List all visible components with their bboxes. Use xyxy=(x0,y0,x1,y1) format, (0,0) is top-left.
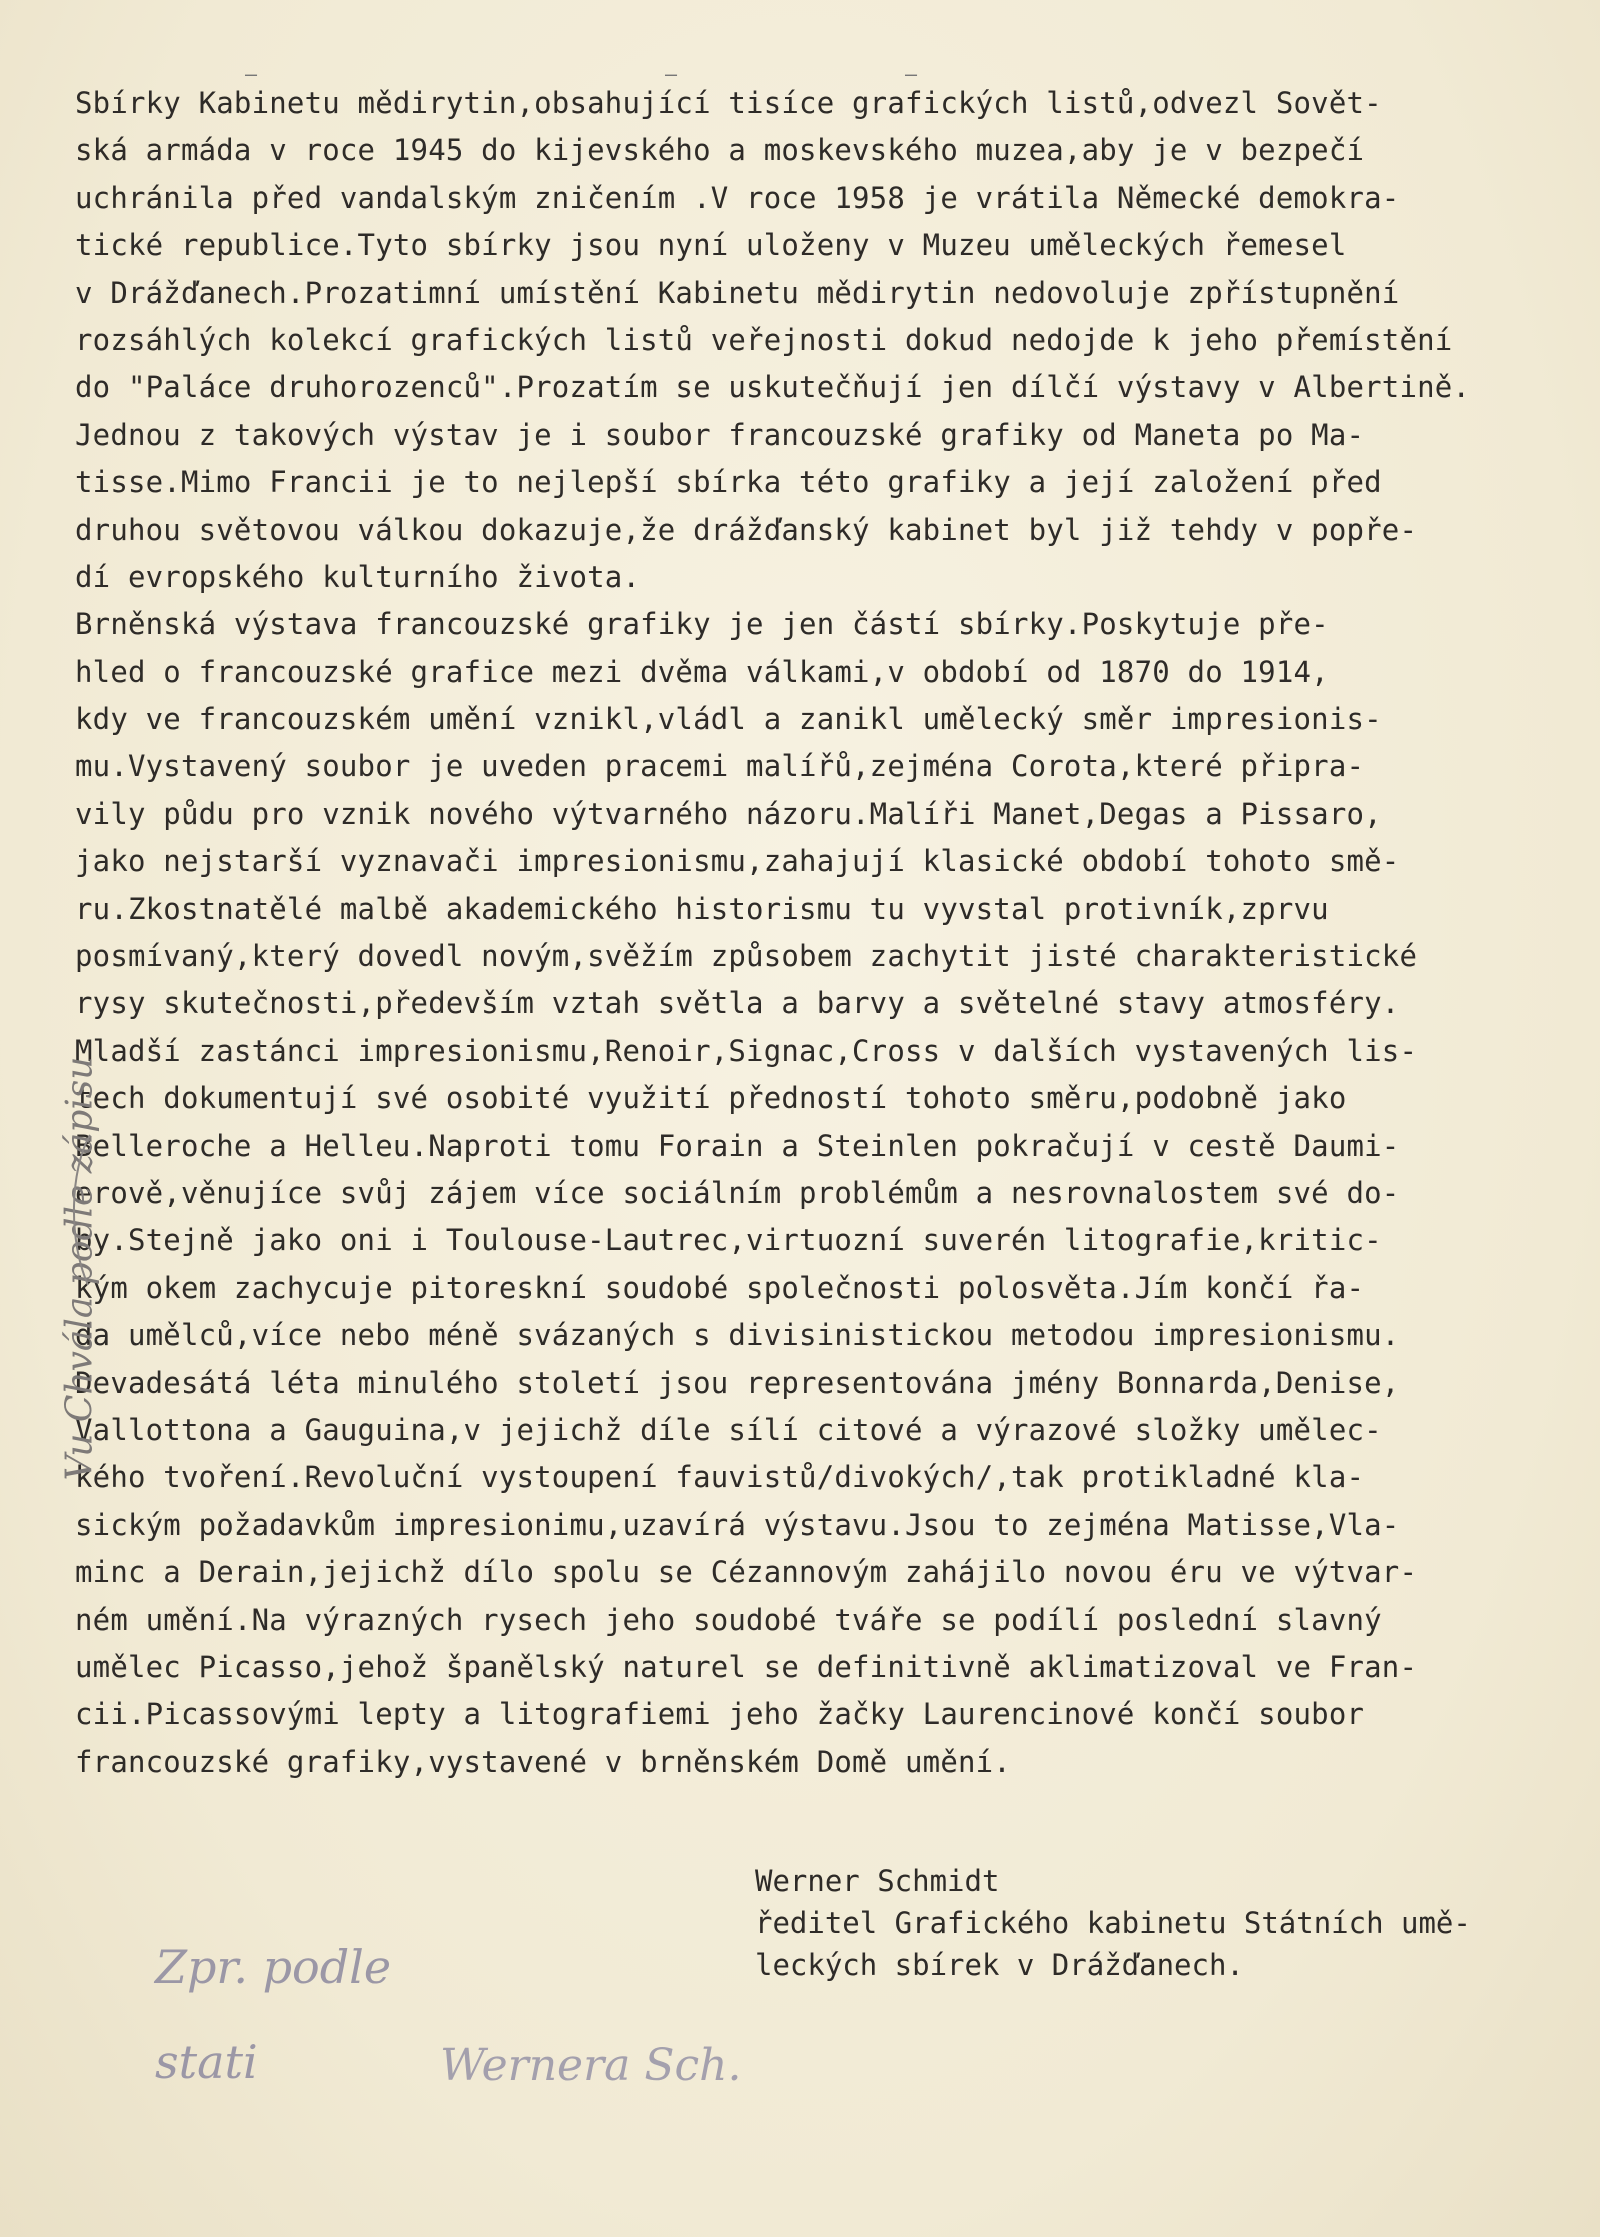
typed-text-body xyxy=(75,80,1575,1786)
text-line: Sbírky Kabinetu mědirytin,obsahující tisíce grafických listů,odvezl Sovět- xyxy=(75,86,1382,120)
text-line: v Drážďanech.Prozatimní umístění Kabinetu mědirytin nedovoluje zpřístupnění xyxy=(75,275,1400,310)
signature-title: leckých sbírek v Drážďanech. xyxy=(755,1948,1244,1982)
text-line: Brněnská výstava francouzské grafiky je jen částí sbírky.Poskytuje pře- xyxy=(75,607,1329,642)
text-line: kého tvoření.Revoluční vystoupení fauvistů/divokých/,tak protikladné kla- xyxy=(75,1460,1365,1495)
text-line: Devadesátá léta minulého století jsou representována jmény Bonnarda,Denise, xyxy=(75,1365,1400,1400)
pencil-note: stati xyxy=(155,2035,258,2089)
text-line: ném umění.Na výrazných rysech jeho soudobé tváře se podílí poslední slavný xyxy=(75,1602,1382,1637)
text-line: druhou světovou válkou dokazuje,že drážďanský kabinet byl již tehdy v popře- xyxy=(75,512,1418,547)
pencil-note: Zpr. podle xyxy=(155,1940,392,1994)
text-line: Jednou z takových výstav je i soubor francouzské grafiky od Maneta po Ma- xyxy=(75,417,1365,452)
text-line: erově,věnujíce svůj zájem více sociálním problémům a nesrovnalostem své do- xyxy=(75,1175,1400,1210)
text-line: posmívaný,který dovedl novým,svěžím způsobem zachytit jisté charakteristické xyxy=(75,939,1418,974)
text-line: cii.Picassovými lepty a litografiemi jeho žačky Laurencinové končí soubor xyxy=(75,1697,1365,1732)
text-line: kdy ve francouzském umění vznikl,vládl a zanikl umělecký směr impresionis- xyxy=(75,702,1382,737)
text-line: minc a Derain,jejichž dílo spolu se Cézannovým zahájilo novou éru ve výtvar- xyxy=(75,1555,1418,1590)
pencil-margin-note: Vu Chvála podle zápisu xyxy=(59,1056,101,1481)
text-line: umělec Picasso,jehož španělský naturel se definitivně aklimatizoval ve Fran- xyxy=(75,1649,1418,1684)
text-line: dí evropského kulturního života. xyxy=(75,559,641,594)
text-line: by.Stejně jako oni i Toulouse-Lautrec,virtuozní suverén litografie,kritic- xyxy=(75,1223,1382,1258)
text-line: rozsáhlých kolekcí grafických listů veřejnosti dokud nedojde k jeho přemístění xyxy=(75,322,1453,357)
signature-title: ředitel Grafického kabinetu Státních umě- xyxy=(755,1906,1471,1940)
text-line: Mladší zastánci impresionismu,Renoir,Signac,Cross v dalších vystavených lis- xyxy=(75,1033,1418,1068)
text-line: Vallottona a Gauguina,v jejichž díle sílí citové a výrazové složky umělec- xyxy=(75,1412,1382,1447)
page-mark: – xyxy=(245,62,258,86)
pencil-note: Wernera Sch. xyxy=(440,2040,742,2091)
page-mark: – xyxy=(665,62,678,86)
text-line: tisse.Mimo Francii je to nejlepší sbírka této grafiky a její založení před xyxy=(75,465,1382,500)
text-line: rysy skutečnosti,především vztah světla a barvy a světelné stavy atmosféry. xyxy=(75,986,1400,1021)
signature-block xyxy=(755,1860,1471,1986)
text-line: francouzské grafiky,vystavené v brněnském Domě umění. xyxy=(75,1744,1011,1779)
text-line: hled o francouzské grafice mezi dvěma válkami,v období od 1870 do 1914, xyxy=(75,654,1329,689)
text-line: ru.Zkostnatělé malbě akademického historismu tu vyvstal protivník,zprvu xyxy=(75,891,1329,926)
text-line: do "Paláce druhorozenců".Prozatím se uskutečňují jen dílčí výstavy v Albertině. xyxy=(75,370,1471,405)
text-line: jako nejstarší vyznavači impresionismu,zahajují klasické období tohoto smě- xyxy=(75,844,1400,879)
text-line: vily půdu pro vznik nového výtvarného názoru.Malíři Manet,Degas a Pissaro, xyxy=(75,796,1382,831)
text-line: mu.Vystavený soubor je uveden pracemi malířů,zejména Corota,které připra- xyxy=(75,749,1365,784)
text-line: sickým požadavkům impresionimu,uzavírá výstavu.Jsou to zejména Matisse,Vla- xyxy=(75,1507,1400,1542)
text-line: Belleroche a Helleu.Naproti tomu Forain a Steinlen pokračují v cestě Daumi- xyxy=(75,1128,1400,1163)
text-line: kým okem zachycuje pitoreskní soudobé společnosti polosvěta.Jím končí řa- xyxy=(75,1270,1365,1305)
text-line: tické republice.Tyto sbírky jsou nyní uloženy v Muzeu uměleckých řemesel xyxy=(75,228,1347,263)
text-line: da umělců,více nebo méně svázaných s divisinistickou metodou impresionismu. xyxy=(75,1318,1400,1353)
text-line: uchránila před vandalským zničením .V roce 1958 je vrátila Německé demokra- xyxy=(75,180,1400,215)
text-line: ská armáda v roce 1945 do kijevského a moskevského muzea,aby je v bezpečí xyxy=(75,133,1365,168)
text-line: tech dokumentují své osobité využití předností tohoto směru,podobně jako xyxy=(75,1081,1347,1116)
pencil-bracket-mark xyxy=(60,1130,100,1290)
page-mark: – xyxy=(905,62,918,86)
signature-name: Werner Schmidt xyxy=(755,1864,1000,1898)
